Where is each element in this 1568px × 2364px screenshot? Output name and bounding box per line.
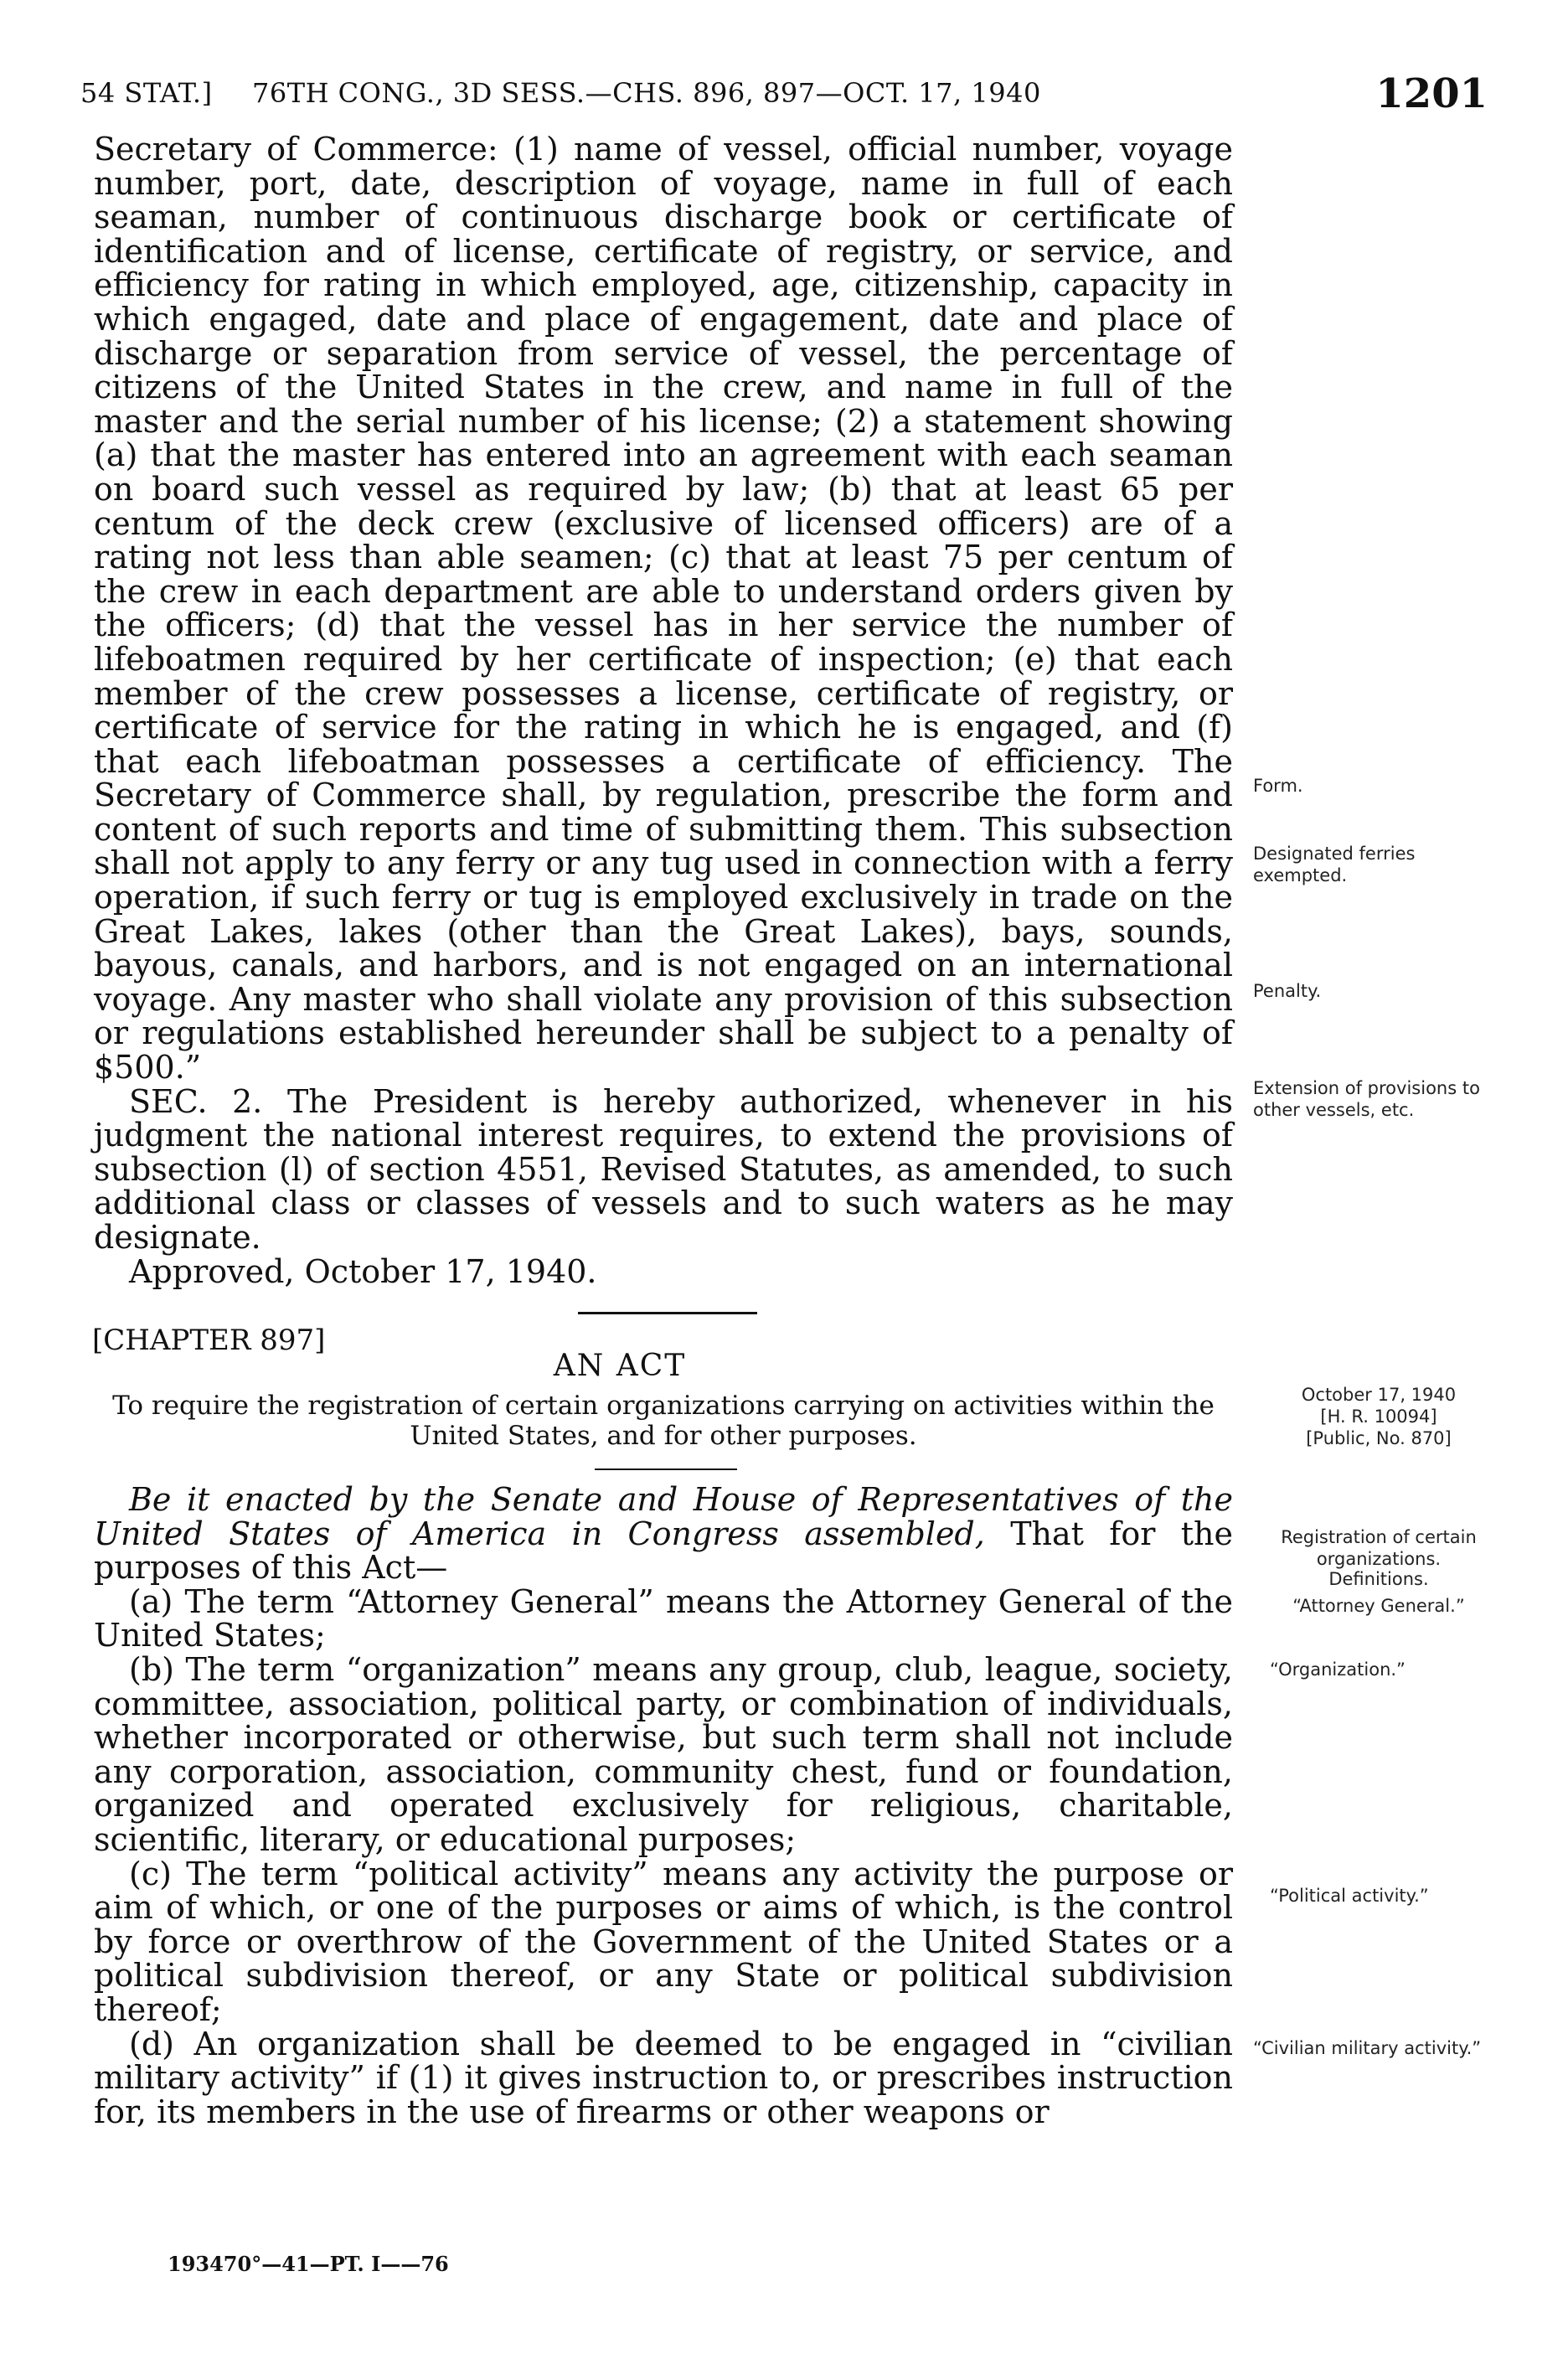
- margin-note-date: October 17, 1940: [1301, 1385, 1457, 1405]
- definition-c: (c) The term “political activity” means any activity the purpose or aim of which, or one of the purposes or aims of which, is the control by force or overthrow of the Government of the United States or a political subdivision thereof, or any State or political subdivision thereof;: [94, 1855, 1233, 2028]
- margin-note-political-activity: “Political activity.”: [1270, 1886, 1429, 1906]
- enacting-clause: Be it enacted by the Senate and House of Representatives of the United States of America in Congress assembled,: [94, 1481, 1233, 1552]
- margin-note-registration: Registration of certain organizations.: [1281, 1527, 1477, 1569]
- enacting-paragraph: [94, 1483, 1233, 1585]
- chapter-897-body: [94, 1483, 1233, 2129]
- margin-note-attorney-general: “Attorney General.”: [1292, 1596, 1465, 1616]
- definition-a: (a) The term “Attorney General” means the Attorney General of the United States;: [94, 1582, 1233, 1654]
- section-2-paragraph: SEC. 2. The President is hereby authorized, whenever in his judgment the national interest requires, to extend the provisions of subsection (l) of section 4551, Revised Statutes, as amended, to such additional class or classes of vessels and to such waters as he may designate.: [94, 1082, 1233, 1256]
- margin-note-definitions: Definitions.: [1328, 1569, 1429, 1589]
- margin-note-penalty: Penalty.: [1253, 981, 1322, 1001]
- chapter-896-continuation: [94, 132, 1233, 1288]
- definition-b: (b) The term “organization” means any group, club, league, society, committee, association, political party, or combination of individuals, whether incorporated or otherwise, but such term shall not include any corporation, association, community chest, fund or foundation, organized and operated exclusively for religious, charitable, scientific, literary, or educational purposes;: [94, 1650, 1233, 1858]
- margin-note-form: Form.: [1253, 776, 1303, 796]
- enacting-rest: That for the purposes of this Act—: [94, 1515, 1233, 1587]
- definition-d: (d) An organization shall be deemed to be engaged in “civilian military activity” if (1) it gives instruction to, or prescribes instruction for, its members in the use of firearms or other weapons or: [94, 2025, 1233, 2130]
- page-number: 1201: [1375, 70, 1488, 117]
- page-header: [80, 65, 1488, 132]
- margin-note-organization: “Organization.”: [1270, 1659, 1406, 1680]
- session-chapter-line: 76TH CONG., 3D SESS.—CHS. 896, 897—OCT. 17, 1940: [252, 77, 1041, 109]
- margin-note-ferries: Designated ferries exempted.: [1253, 844, 1416, 885]
- statute-volume: 54 STAT.]: [80, 77, 213, 109]
- printing-footer: 193470°—41—PT. I——76: [168, 2252, 449, 2276]
- approval-line: Approved, October 17, 1940.: [129, 1252, 597, 1290]
- chapter-heading: [CHAPTER 897]: [92, 1324, 326, 1357]
- margin-note-civilian-military: “Civilian military activity.”: [1253, 2038, 1482, 2058]
- an-act-heading: AN ACT: [553, 1349, 687, 1383]
- report-requirements-paragraph: Secretary of Commerce: (1) name of vessel, official number, voyage number, port, date, description of voyage, name in full of each seaman, number of continuous discharge book or certificate of identification and of license, certificate of registry, or service, and efficiency for rating in which employed, age, citizenship, capacity in which engaged, date and place of engagement, date and place of discharge or separation from service of vessel, the percentage of citizens of the United States in the crew, and name in full of the master and the serial number of his license; (2) a statement showing (a) that the master has entered into an agreement with each seaman on board such vessel as required by law; (b) that at least 65 per centum of the deck crew (exclusive of licensed officers) are of a rating not less than able seamen; (c) that at least 75 per centum of the crew in each department are able to understand orders given by the officers; (d) that the vessel has in her service the number of lifeboatmen required by her certificate of inspection; (e) that each member of the crew possesses a license, certificate of registry, or certificate of service for the rating in which he is engaged, and (f) that each lifeboatman possesses a certificate of efficiency. The Secretary of Commerce shall, by regulation, prescribe the form and content of such reports and time of submitting them. This subsection shall not apply to any ferry or any tug used in connection with a ferry operation, if such ferry or tug is employed exclusively in trade on the Great Lakes, lakes (other than the Great Lakes), bays, sounds, bayous, canals, and harbors, and is not engaged on an international voyage. Any master who shall violate any provision of this subsection or regulations established hereunder shall be subject to a penalty of $500.”: [94, 131, 1233, 1087]
- chapter-divider-rule: [578, 1312, 757, 1314]
- margin-note-public-law: [Public, No. 870]: [1306, 1428, 1452, 1448]
- margin-note-extension: Extension of provisions to other vessels, etc.: [1253, 1078, 1480, 1120]
- title-rule: [595, 1468, 737, 1470]
- act-title: To require the registration of certain organizations carrying on activities within the United States, and for other purposes.: [112, 1391, 1215, 1451]
- margin-note-bill: [H. R. 10094]: [1320, 1407, 1437, 1427]
